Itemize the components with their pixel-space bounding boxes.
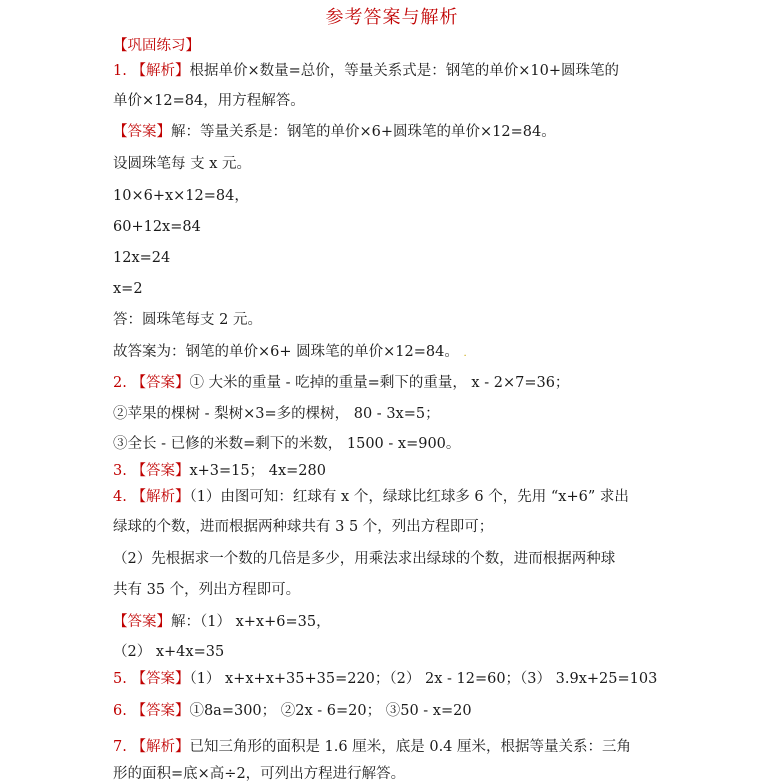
line-tag: 2. 【答案】 — [113, 375, 190, 391]
text-line — [113, 549, 615, 569]
dot-mark: . — [463, 348, 467, 359]
text-line — [113, 186, 249, 206]
text-line — [113, 154, 251, 174]
line-text: 形的面积=底×高÷2，可列出方程进行解答。 — [113, 766, 406, 782]
text-line — [113, 61, 619, 81]
text-line — [113, 217, 201, 237]
line-text: 解：（1） x+x+6=35， — [171, 614, 331, 630]
text-line — [113, 764, 405, 784]
line-text: 设圆珠笔每 支 x 元。 — [113, 156, 252, 172]
line-tag: 1. 【解析】 — [113, 63, 190, 79]
line-text: 单价×12=84，用方程解答。 — [113, 93, 305, 109]
text-line — [113, 612, 331, 632]
line-tag: 5. 【答案】 — [113, 671, 190, 687]
line-text: ①8a=300； ②2x - 6=20； ③50 - x=20 — [189, 703, 472, 719]
text-line — [113, 487, 629, 507]
text-line — [113, 310, 262, 330]
line-tag: 【答案】 — [113, 124, 171, 140]
line-text: 12x=24 — [113, 250, 171, 266]
text-line — [113, 434, 460, 454]
line-tag: 【答案】 — [113, 614, 171, 630]
line-text: ① 大米的重量 - 吃掉的重量=剩下的重量， x - 2×7=36； — [189, 375, 570, 391]
text-line — [113, 642, 224, 662]
text-line — [113, 404, 440, 424]
text-line — [113, 737, 631, 757]
text-line — [113, 701, 472, 721]
line-text: ②苹果的棵树 - 梨树×3=多的棵树， 80 - 3x=5； — [113, 406, 440, 422]
line-text: 绿球的个数，进而根据两种球共有 3 5 个，列出方程即可； — [113, 519, 494, 535]
text-line — [113, 669, 657, 689]
line-text: 共有 35 个，列出方程即可。 — [113, 582, 301, 598]
line-text: （1）由图可知：红球有 x 个，绿球比红球多 6 个，先用 “x+6” 求出 — [189, 489, 629, 505]
line-text: 60+12x=84 — [113, 219, 201, 235]
text-line — [113, 122, 556, 142]
text-line — [113, 373, 569, 393]
text-line — [113, 580, 300, 600]
line-text: 故答案为：钢笔的单价×6+ 圆珠笔的单价×12=84。 — [113, 344, 459, 360]
line-text: （1） x+x+x+35+35=220；（2） 2x - 12=60；（3） 3.9x+25=103 — [189, 671, 658, 687]
text-line — [113, 517, 493, 537]
line-text: ③全长 - 已修的米数=剩下的米数， 1500 - x=900。 — [113, 436, 461, 452]
text-line — [113, 248, 170, 268]
line-text: 已知三角形的面积是 1.6 厘米，底是 0.4 厘米，根据等量关系：三角 — [189, 739, 632, 755]
page-title: 参考答案与解析 — [325, 7, 459, 28]
line-text: 根据单价×数量=总价，等量关系式是：钢笔的单价×10+圆珠笔的 — [189, 63, 619, 79]
line-tag: 6. 【答案】 — [113, 703, 190, 719]
line-text: （2） x+4x=35 — [113, 644, 225, 660]
text-line — [113, 91, 305, 111]
text-line — [113, 342, 467, 364]
line-text: 10×6+x×12=84， — [113, 188, 249, 204]
section-heading: 【巩固练习】 — [113, 38, 200, 54]
line-text: 解：等量关系是：钢笔的单价×6+圆珠笔的单价×12=84。 — [171, 124, 556, 140]
text-line — [113, 279, 143, 299]
line-text: （2）先根据求一个数的几倍是多少，用乘法求出绿球的个数，进而根据两种球 — [113, 551, 616, 567]
line-tag: 3. 【答案】 — [113, 463, 190, 479]
line-text: 答：圆珠笔每支 2 元。 — [113, 312, 262, 328]
line-tag: 7. 【解析】 — [113, 739, 190, 755]
line-text: x+3=15； 4x=280 — [189, 463, 326, 479]
text-line — [113, 461, 326, 481]
line-tag: 4. 【解析】 — [113, 489, 190, 505]
line-text: x=2 — [113, 281, 143, 297]
